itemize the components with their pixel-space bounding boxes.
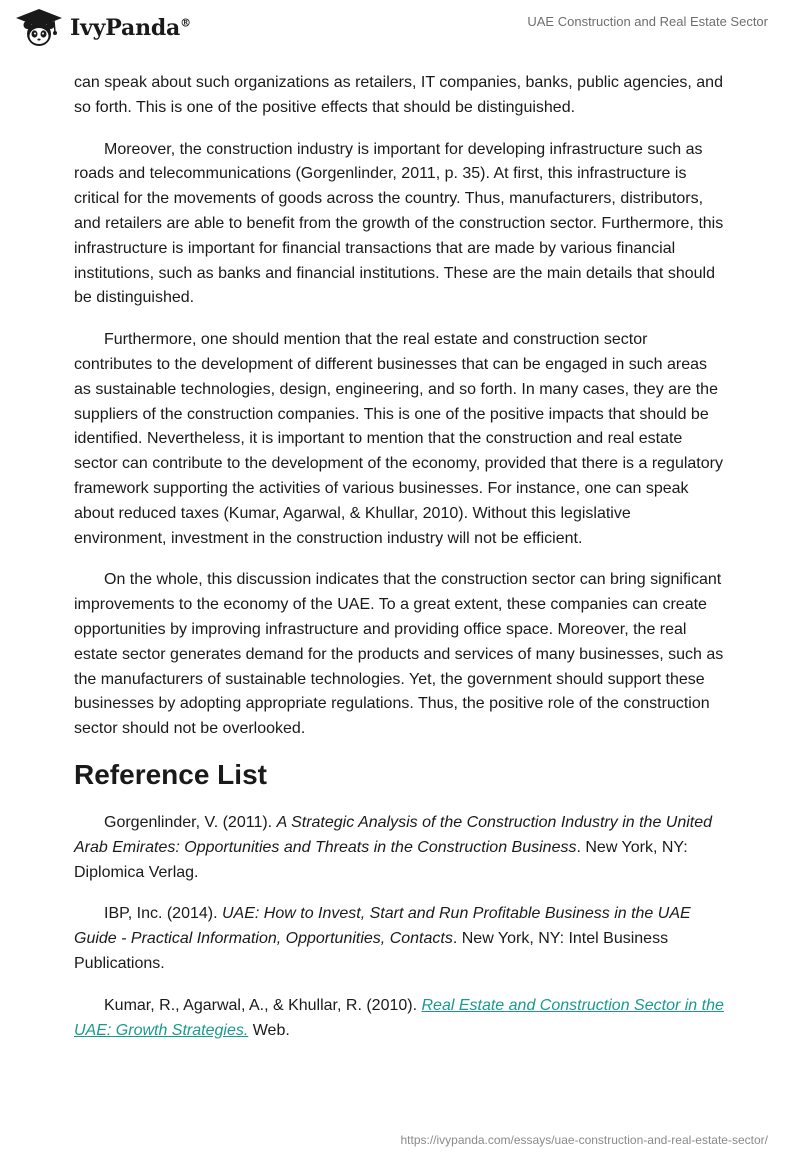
reference-item: Gorgenlinder, V. (2011). A Strategic Analysis of the Construction Industry in the United Arab Emirates: Opportunities and Threats in the Construction Business. New York, NY: Diplomica Verlag. bbox=[74, 813, 713, 881]
footer-url[interactable]: https://ivypanda.com/essays/uae-construction-and-real-estate-sector/ bbox=[400, 1133, 768, 1147]
paragraph: Moreover, the construction industry is important for developing infrastructure such as roads and telecommunications (Gorgenlinder, 2011, p. 35). At first, this infrastructure is critical for the movements of goods across the country. Thus, manufacturers, distributors, and retailers are able to benefit from the growth of the construction sector. Furthermore, this infrastructure is important for financial transactions that are made by various financial institutions, such as banks and financial institutions. These are the main details that should be distinguished. bbox=[74, 140, 724, 307]
panda-logo-icon bbox=[14, 8, 64, 48]
essay-content bbox=[74, 71, 726, 1060]
logo-text: IvyPanda® bbox=[70, 15, 191, 41]
document-title: UAE Construction and Real Estate Sector bbox=[527, 14, 768, 29]
reference-link[interactable]: Real Estate and Construction Sector in the UAE: Growth Strategies. bbox=[74, 996, 724, 1039]
paragraph: Furthermore, one should mention that the real estate and construction sector contributes to the development of different businesses that can be engaged in such areas as sustainable technologies, design, engineering, and so forth. In many cases, they are the suppliers of the construction companies. This is one of the positive impacts that should be identified. Nevertheless, it is important to mention that the construction and real estate sector can contribute to the development of the economy, provided that there is a regulatory framework supporting the activities of various businesses. For instance, one can speak about reduced taxes (Kumar, Agarwal, & Khullar, 2010). Without this legislative environment, investment in the construction industry will not be efficient. bbox=[74, 331, 723, 547]
page-header bbox=[0, 0, 800, 60]
reference-list-heading: Reference List bbox=[74, 758, 267, 790]
reference-item: IBP, Inc. (2014). UAE: How to Invest, Start and Run Profitable Business in the UAE Guide - Practical Information, Opportunities, Contacts. New York, NY: Intel Business Publications. bbox=[74, 905, 691, 972]
paragraph: can speak about such organizations as retailers, IT companies, banks, public agencies, and so forth. This is one of the positive effects that should be distinguished. bbox=[74, 74, 723, 116]
ivypanda-logo[interactable] bbox=[14, 8, 191, 48]
reference-item: Kumar, R., Agarwal, A., & Khullar, R. (2010). Real Estate and Construction Sector in the UAE: Growth Strategies. Web. bbox=[74, 996, 724, 1039]
paragraph: On the whole, this discussion indicates that the construction sector can bring significant improvements to the economy of the UAE. To a great extent, these companies can create opportunities by improving infrastructure and providing office space. Moreover, the real estate sector generates demand for the products and services of many businesses, such as the manufacturers of sustainable technologies. Yet, the government should support these businesses by adopting appropriate regulations. Thus, the positive role of the construction sector should not be overlooked. bbox=[74, 571, 724, 738]
